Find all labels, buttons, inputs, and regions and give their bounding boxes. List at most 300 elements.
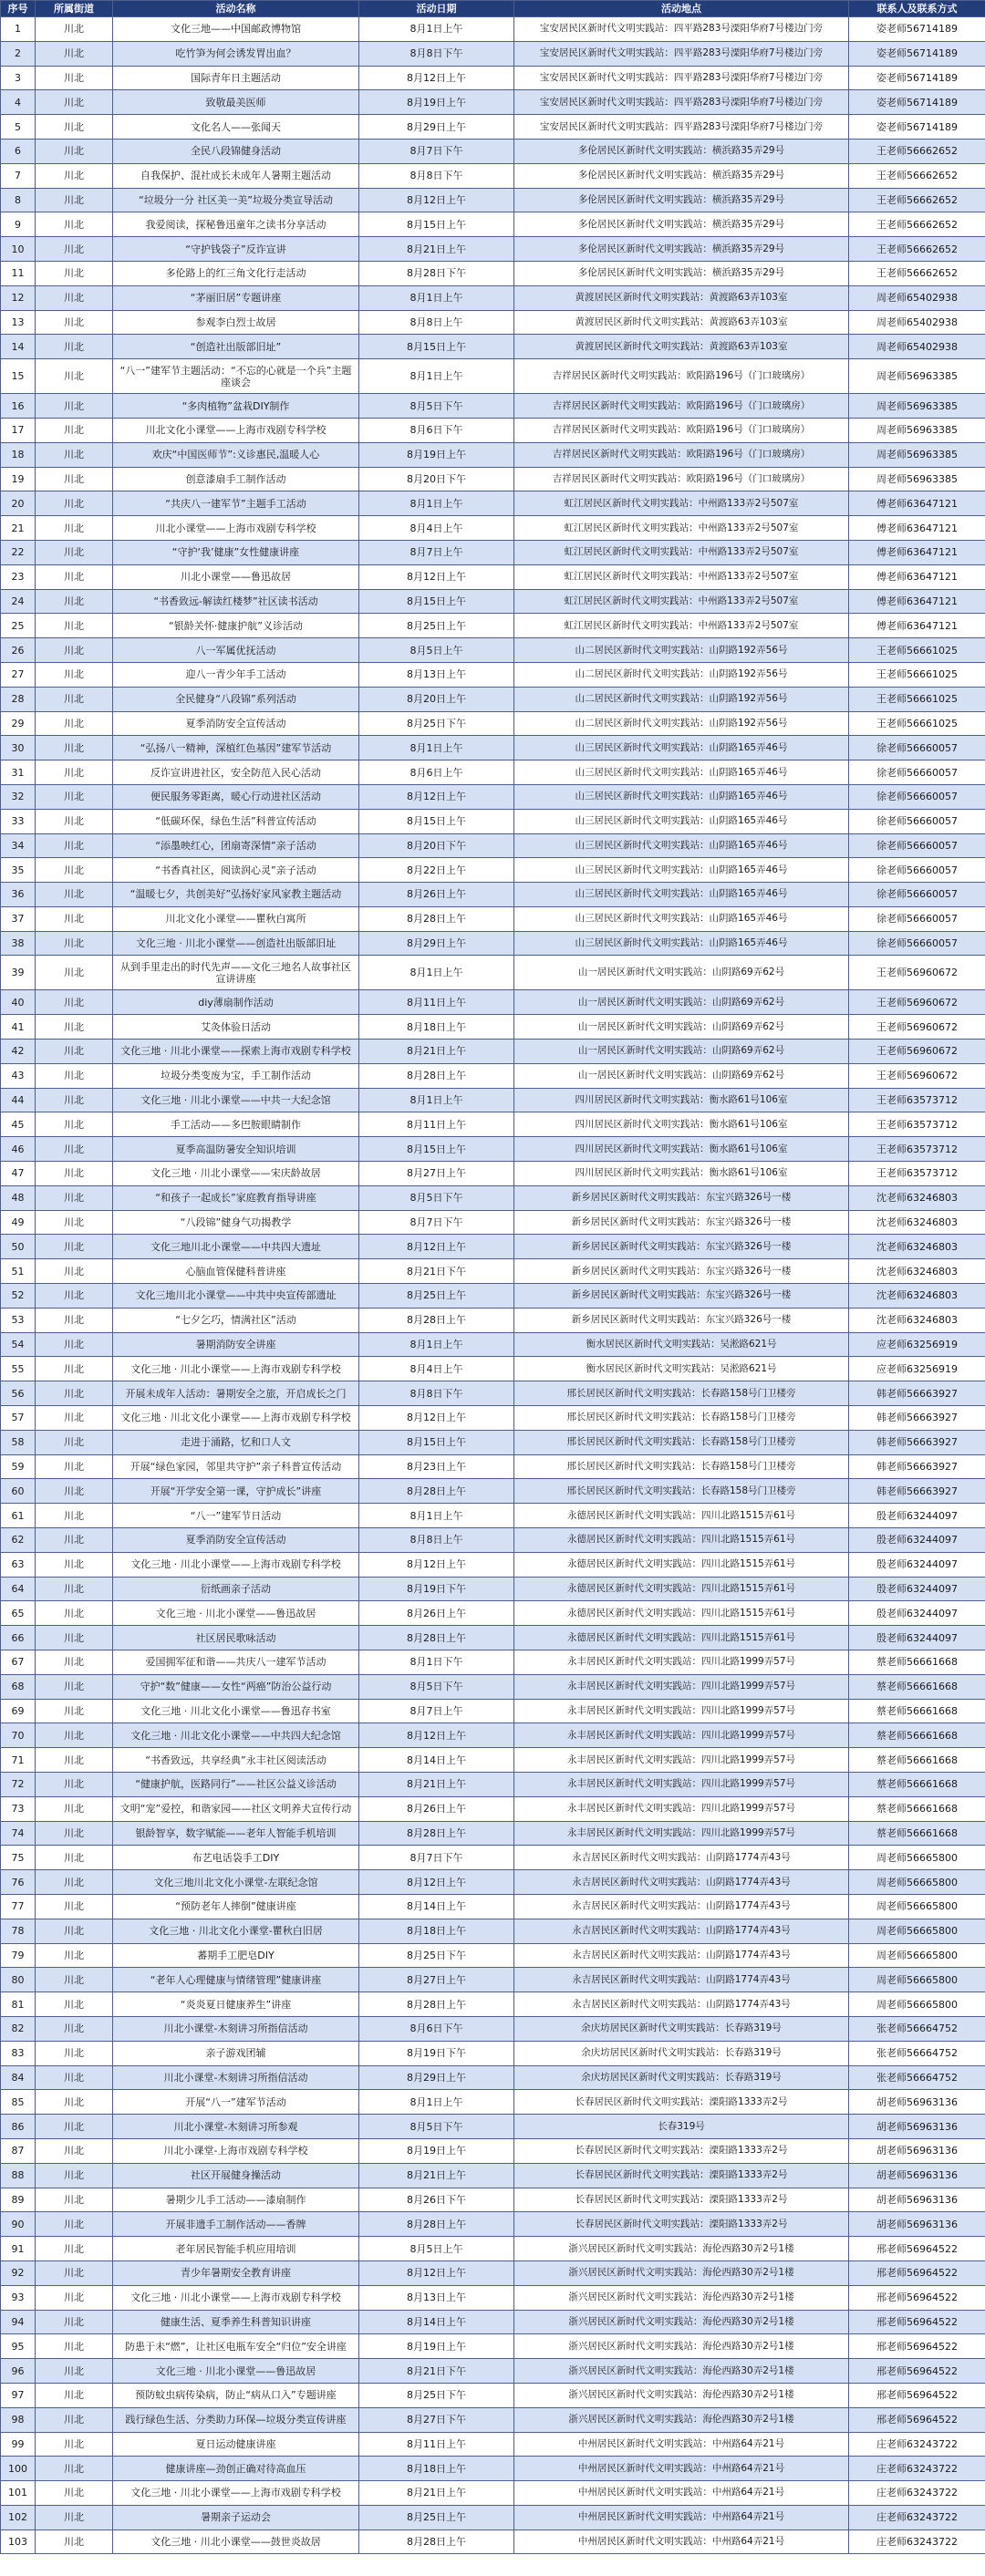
table-row bbox=[1, 1699, 985, 1723]
cell-activity-name: 开展“绿色家园，邻里共守护”亲子科普宣传活动 bbox=[113, 1454, 359, 1479]
cell-activity-name: 夏季消防安全宣传活动 bbox=[113, 1528, 359, 1553]
cell-activity-name: 文化三地 · 川北小课堂——上海市戏剧专科学校 bbox=[113, 1357, 359, 1381]
cell-contact: 王老师56662652 bbox=[849, 163, 985, 188]
cell-serial-number: 89 bbox=[1, 2188, 36, 2212]
cell-contact: 沈老师63246803 bbox=[849, 1235, 985, 1259]
cell-street: 川北 bbox=[36, 687, 113, 711]
cell-activity-location: 长春319号 bbox=[514, 2115, 849, 2139]
cell-activity-name: 文化三地 · 川北小课堂——上海市戏剧专科学校 bbox=[113, 1552, 359, 1577]
cell-contact: 王老师56662652 bbox=[849, 188, 985, 212]
cell-serial-number: 93 bbox=[1, 2285, 36, 2310]
cell-serial-number: 17 bbox=[1, 418, 36, 442]
cell-activity-location: 山三居民区新时代文明实践站：山阴路165弄46号 bbox=[514, 809, 849, 833]
cell-street: 川北 bbox=[36, 1821, 113, 1846]
cell-street: 川北 bbox=[36, 1846, 113, 1870]
cell-serial-number: 8 bbox=[1, 188, 36, 212]
cell-activity-name: 欢庆“中国医师节”:义诊惠民,温暖人心 bbox=[113, 442, 359, 467]
cell-activity-date: 8月15日上午 bbox=[359, 1137, 514, 1162]
cell-activity-location: 余庆坊居民区新时代文明实践站：长春路319号 bbox=[514, 2065, 849, 2090]
cell-activity-date: 8月28日上午 bbox=[359, 1821, 514, 1846]
cell-serial-number: 47 bbox=[1, 1162, 36, 1186]
cell-activity-location: 宝安居民区新时代文明实践站：四平路283号溧阳华府7号楼边门旁 bbox=[514, 66, 849, 90]
cell-contact: 庄老师63243722 bbox=[849, 2432, 985, 2457]
cell-serial-number: 51 bbox=[1, 1259, 36, 1284]
cell-contact: 徐老师56660057 bbox=[849, 809, 985, 833]
cell-contact: 王老师63573712 bbox=[849, 1088, 985, 1112]
cell-activity-date: 8月18日上午 bbox=[359, 1919, 514, 1943]
table-row bbox=[1, 2138, 985, 2163]
cell-street: 川北 bbox=[36, 1088, 113, 1112]
cell-serial-number: 101 bbox=[1, 2481, 36, 2506]
table-row bbox=[1, 41, 985, 66]
cell-serial-number: 67 bbox=[1, 1650, 36, 1675]
cell-contact: 沈老师63246803 bbox=[849, 1308, 985, 1332]
cell-serial-number: 4 bbox=[1, 90, 36, 115]
cell-activity-date: 8月6日下午 bbox=[359, 2016, 514, 2041]
table-row bbox=[1, 1185, 985, 1210]
cell-contact: 韩老师56663927 bbox=[849, 1381, 985, 1406]
cell-activity-date: 8月27日上午 bbox=[359, 1162, 514, 1186]
cell-serial-number: 90 bbox=[1, 2212, 36, 2237]
cell-street: 川北 bbox=[36, 1137, 113, 1162]
cell-activity-location: 永丰居民区新时代文明实践站：四川北路1999弄57号 bbox=[514, 1821, 849, 1846]
cell-activity-date: 8月26日上午 bbox=[359, 1796, 514, 1821]
cell-activity-location: 山二居民区新时代文明实践站：山阴路192弄56号 bbox=[514, 687, 849, 711]
cell-activity-date: 8月20日上午 bbox=[359, 687, 514, 711]
cell-activity-location: 浙兴居民区新时代文明实践站：海伦西路30弄2号1楼 bbox=[514, 2237, 849, 2261]
cell-contact: 周老师56963385 bbox=[849, 359, 985, 394]
cell-activity-date: 8月1日上午 bbox=[359, 1332, 514, 1357]
cell-activity-location: 永丰居民区新时代文明实践站：四川北路1999弄57号 bbox=[514, 1723, 849, 1748]
cell-activity-name: “银龄关怀·健康护航”义诊活动 bbox=[113, 614, 359, 638]
table-row bbox=[1, 760, 985, 785]
cell-activity-date: 8月26日上午 bbox=[359, 1601, 514, 1626]
cell-serial-number: 25 bbox=[1, 614, 36, 638]
table-row bbox=[1, 1992, 985, 2017]
cell-street: 川北 bbox=[36, 1528, 113, 1553]
cell-activity-location: 虹江居民区新时代文明实践站：中州路133弄2号507室 bbox=[514, 564, 849, 589]
cell-street: 川北 bbox=[36, 2285, 113, 2310]
cell-serial-number: 76 bbox=[1, 1870, 36, 1895]
cell-contact: 蔡老师56661668 bbox=[849, 1650, 985, 1675]
cell-activity-location: 宝安居民区新时代文明实践站：四平路283号溧阳华府7号楼边门旁 bbox=[514, 90, 849, 115]
cell-activity-name: 健康讲座—劲创正确对待高血压 bbox=[113, 2457, 359, 2481]
cell-contact: 徐老师56660057 bbox=[849, 784, 985, 809]
cell-contact: 蔡老师56661668 bbox=[849, 1748, 985, 1773]
cell-street: 川北 bbox=[36, 1259, 113, 1284]
cell-activity-location: 多伦居民区新时代文明实践站：横浜路35弄29号 bbox=[514, 237, 849, 262]
cell-activity-location: 吉祥居民区新时代文明实践站：欧阳路196号（门口玻璃房） bbox=[514, 359, 849, 394]
cell-serial-number: 79 bbox=[1, 1943, 36, 1968]
cell-activity-name: 国际青年日主题活动 bbox=[113, 66, 359, 90]
cell-activity-date: 8月15日上午 bbox=[359, 1430, 514, 1454]
cell-street: 川北 bbox=[36, 784, 113, 809]
cell-serial-number: 100 bbox=[1, 2457, 36, 2481]
cell-contact: 邢老师56964522 bbox=[849, 2285, 985, 2310]
cell-activity-date: 8月28日上午 bbox=[359, 2212, 514, 2237]
cell-street: 川北 bbox=[36, 2188, 113, 2212]
cell-activity-name: 蕃期手工肥皂DIY bbox=[113, 1943, 359, 1968]
table-row bbox=[1, 614, 985, 638]
table-row bbox=[1, 394, 985, 419]
cell-contact: 傅老师63647121 bbox=[849, 564, 985, 589]
cell-street: 川北 bbox=[36, 1430, 113, 1454]
cell-street: 川北 bbox=[36, 1748, 113, 1773]
cell-activity-location: 永丰居民区新时代文明实践站：四川北路1999弄57号 bbox=[514, 1796, 849, 1821]
cell-activity-name: “八一”建军节主题活动：“不忘的心就是一个兵”主题座谈会 bbox=[113, 359, 359, 394]
cell-street: 川北 bbox=[36, 1479, 113, 1504]
cell-activity-date: 8月1日上午 bbox=[359, 359, 514, 394]
cell-activity-name: 艾灸体验日活动 bbox=[113, 1015, 359, 1040]
cell-activity-location: 邢长居民区新时代文明实践站：长春路158号门卫楼旁 bbox=[514, 1454, 849, 1479]
cell-street: 川北 bbox=[36, 394, 113, 419]
cell-contact: 殷老师63244097 bbox=[849, 1577, 985, 1601]
cell-activity-date: 8月15日上午 bbox=[359, 212, 514, 237]
cell-activity-date: 8月5日上午 bbox=[359, 2237, 514, 2261]
cell-activity-location: 多伦居民区新时代文明实践站：横浜路35弄29号 bbox=[514, 188, 849, 212]
cell-street: 川北 bbox=[36, 1772, 113, 1796]
cell-activity-location: 永吉居民区新时代文明实践站：山阴路1774弄43号 bbox=[514, 1992, 849, 2017]
cell-activity-date: 8月14日上午 bbox=[359, 1894, 514, 1919]
cell-street: 川北 bbox=[36, 2407, 113, 2432]
cell-activity-name: “守护‘我’健康”女性健康讲座 bbox=[113, 540, 359, 564]
cell-contact: 殷老师63244097 bbox=[849, 1626, 985, 1650]
cell-street: 川北 bbox=[36, 1943, 113, 1968]
cell-activity-date: 8月8日上午 bbox=[359, 310, 514, 335]
cell-activity-date: 8月5日下午 bbox=[359, 1674, 514, 1699]
cell-activity-date: 8月15日上午 bbox=[359, 589, 514, 614]
cell-activity-name: 文化三地 · 川北小课堂——鼓世炎故居 bbox=[113, 2529, 359, 2554]
cell-street: 川北 bbox=[36, 41, 113, 66]
cell-activity-location: 长春居民区新时代文明实践站：溧阳路1333弄2号 bbox=[514, 2188, 849, 2212]
cell-activity-location: 宝安居民区新时代文明实践站：四平路283号溧阳华府7号楼边门旁 bbox=[514, 17, 849, 42]
table-row bbox=[1, 1137, 985, 1162]
cell-street: 川北 bbox=[36, 2115, 113, 2139]
cell-activity-location: 长春居民区新时代文明实践站：溧阳路1333弄2号 bbox=[514, 2163, 849, 2188]
cell-activity-name: “预防老年人摔倒”健康讲座 bbox=[113, 1894, 359, 1919]
cell-contact: 周老师65402938 bbox=[849, 285, 985, 310]
cell-serial-number: 98 bbox=[1, 2407, 36, 2432]
cell-street: 川北 bbox=[36, 1332, 113, 1357]
table-header-row bbox=[1, 1, 985, 17]
table-row bbox=[1, 2041, 985, 2065]
cell-activity-name: 川北小课堂——上海市戏剧专科学校 bbox=[113, 516, 359, 541]
cell-activity-name: 垃圾分类变废为宝，手工制作活动 bbox=[113, 1063, 359, 1088]
cell-contact: 沈老师63246803 bbox=[849, 1185, 985, 1210]
cell-activity-location: 吉祥居民区新时代文明实践站：欧阳路196号（门口玻璃房） bbox=[514, 442, 849, 467]
cell-serial-number: 18 bbox=[1, 442, 36, 467]
table-row bbox=[1, 90, 985, 115]
cell-street: 川北 bbox=[36, 1162, 113, 1186]
table-row bbox=[1, 1088, 985, 1112]
cell-activity-date: 8月12日上午 bbox=[359, 1235, 514, 1259]
cell-activity-date: 8月5日下午 bbox=[359, 1185, 514, 1210]
table-row bbox=[1, 491, 985, 516]
table-row bbox=[1, 1601, 985, 1626]
cell-street: 川北 bbox=[36, 516, 113, 541]
cell-street: 川北 bbox=[36, 1357, 113, 1381]
cell-street: 川北 bbox=[36, 1650, 113, 1675]
cell-activity-name: 文化三地——中国邮政博物馆 bbox=[113, 17, 359, 42]
cell-contact: 韩老师56663927 bbox=[849, 1454, 985, 1479]
cell-activity-date: 8月19日上午 bbox=[359, 442, 514, 467]
cell-activity-location: 新乡居民区新时代文明实践站：东宝兴路326号一楼 bbox=[514, 1210, 849, 1235]
cell-activity-location: 虹江居民区新时代文明实践站：中州路133弄2号507室 bbox=[514, 540, 849, 564]
cell-street: 川北 bbox=[36, 1504, 113, 1528]
cell-serial-number: 63 bbox=[1, 1552, 36, 1577]
cell-activity-location: 永德居民区新时代文明实践站：四川北路1515弄61号 bbox=[514, 1626, 849, 1650]
cell-serial-number: 21 bbox=[1, 516, 36, 541]
cell-activity-location: 黄渡居民区新时代文明实践站：黄渡路63弄103室 bbox=[514, 310, 849, 335]
cell-activity-name: 衍纸画亲子活动 bbox=[113, 1577, 359, 1601]
cell-serial-number: 32 bbox=[1, 784, 36, 809]
table-row bbox=[1, 1846, 985, 1870]
cell-activity-name: 防患于未“燃”，让社区电瓶车安全“归位”安全讲座 bbox=[113, 2334, 359, 2359]
cell-activity-location: 余庆坊居民区新时代文明实践站：长春路319号 bbox=[514, 2041, 849, 2065]
table-row bbox=[1, 1674, 985, 1699]
cell-contact: 徐老师56660057 bbox=[849, 931, 985, 956]
cell-activity-name: 文化三地 · 川北小课堂——中共一大纪念馆 bbox=[113, 1088, 359, 1112]
cell-activity-date: 8月11日上午 bbox=[359, 1112, 514, 1137]
table-row bbox=[1, 2285, 985, 2310]
cell-activity-name: 开展未成年人活动：暑期安全之旅，开启成长之门 bbox=[113, 1381, 359, 1406]
cell-street: 川北 bbox=[36, 1015, 113, 1040]
cell-serial-number: 29 bbox=[1, 711, 36, 736]
cell-contact: 周老师65402938 bbox=[849, 335, 985, 359]
cell-serial-number: 13 bbox=[1, 310, 36, 335]
cell-activity-name: “书香致远-解读红楼梦”社区读书活动 bbox=[113, 589, 359, 614]
cell-activity-name: 文化三地川北小课堂——中共四大遗址 bbox=[113, 1235, 359, 1259]
table-row bbox=[1, 1626, 985, 1650]
cell-activity-name: 吃竹笋为何会诱发胃出血？ bbox=[113, 41, 359, 66]
cell-activity-location: 山二居民区新时代文明实践站：山阴路192弄56号 bbox=[514, 711, 849, 736]
cell-contact: 沈老师63246803 bbox=[849, 1210, 985, 1235]
table-row bbox=[1, 2505, 985, 2529]
cell-serial-number: 69 bbox=[1, 1699, 36, 1723]
cell-contact: 王老师56662652 bbox=[849, 261, 985, 285]
cell-activity-date: 8月8日下午 bbox=[359, 1381, 514, 1406]
cell-street: 川北 bbox=[36, 1968, 113, 1992]
table-row bbox=[1, 2432, 985, 2457]
cell-activity-location: 四川居民区新时代文明实践站：衡水路61号106室 bbox=[514, 1162, 849, 1186]
table-row bbox=[1, 638, 985, 663]
cell-activity-name: 全民健身“八段锦”系列活动 bbox=[113, 687, 359, 711]
cell-street: 川北 bbox=[36, 467, 113, 491]
cell-street: 川北 bbox=[36, 1112, 113, 1137]
cell-street: 川北 bbox=[36, 1235, 113, 1259]
cell-activity-date: 8月23日上午 bbox=[359, 1454, 514, 1479]
cell-street: 川北 bbox=[36, 2383, 113, 2407]
table-row bbox=[1, 188, 985, 212]
cell-serial-number: 26 bbox=[1, 638, 36, 663]
cell-serial-number: 54 bbox=[1, 1332, 36, 1357]
cell-street: 川北 bbox=[36, 2016, 113, 2041]
cell-activity-date: 8月14日上午 bbox=[359, 1748, 514, 1773]
cell-activity-date: 8月28日上午 bbox=[359, 1992, 514, 2017]
cell-street: 川北 bbox=[36, 2138, 113, 2163]
cell-activity-name: 健康生活、夏季养生科普知识讲座 bbox=[113, 2310, 359, 2334]
table-row bbox=[1, 1796, 985, 1821]
table-row bbox=[1, 1040, 985, 1064]
cell-serial-number: 57 bbox=[1, 1406, 36, 1431]
cell-serial-number: 70 bbox=[1, 1723, 36, 1748]
cell-activity-name: 文化三地 · 川北小课堂——上海市戏剧专科学校 bbox=[113, 2481, 359, 2506]
cell-contact: 王老师63573712 bbox=[849, 1162, 985, 1186]
table-row bbox=[1, 1772, 985, 1796]
cell-contact: 胡老师56963136 bbox=[849, 2163, 985, 2188]
cell-activity-date: 8月21日上午 bbox=[359, 1040, 514, 1064]
cell-serial-number: 81 bbox=[1, 1992, 36, 2017]
cell-contact: 傅老师63647121 bbox=[849, 589, 985, 614]
cell-contact: 周老师56665800 bbox=[849, 1992, 985, 2017]
cell-activity-location: 多伦居民区新时代文明实践站：横浜路35弄29号 bbox=[514, 163, 849, 188]
cell-activity-name: 川北小课堂-木刻讲习所指信活动 bbox=[113, 2016, 359, 2041]
cell-contact: 傅老师63647121 bbox=[849, 540, 985, 564]
cell-street: 川北 bbox=[36, 359, 113, 394]
table-row bbox=[1, 1748, 985, 1773]
cell-activity-location: 多伦居民区新时代文明实践站：横浜路35弄29号 bbox=[514, 261, 849, 285]
cell-serial-number: 20 bbox=[1, 491, 36, 516]
table-row bbox=[1, 1943, 985, 1968]
cell-street: 川北 bbox=[36, 760, 113, 785]
cell-activity-date: 8月29日上午 bbox=[359, 115, 514, 140]
cell-serial-number: 41 bbox=[1, 1015, 36, 1040]
table-row bbox=[1, 2115, 985, 2139]
cell-serial-number: 62 bbox=[1, 1528, 36, 1553]
cell-contact: 王老师56661025 bbox=[849, 711, 985, 736]
cell-contact: 蔡老师56661668 bbox=[849, 1723, 985, 1748]
cell-activity-date: 8月19日下午 bbox=[359, 1577, 514, 1601]
cell-street: 川北 bbox=[36, 1454, 113, 1479]
cell-activity-date: 8月20日下午 bbox=[359, 467, 514, 491]
cell-contact: 周老师65402938 bbox=[849, 310, 985, 335]
cell-activity-date: 8月27日下午 bbox=[359, 2407, 514, 2432]
cell-serial-number: 64 bbox=[1, 1577, 36, 1601]
cell-activity-location: 浙兴居民区新时代文明实践站：海伦西路30弄2号1楼 bbox=[514, 2334, 849, 2359]
cell-contact: 王老师56661025 bbox=[849, 638, 985, 663]
header-activity-name: 活动名称 bbox=[113, 1, 359, 17]
cell-activity-name: 川北小课堂-上海市戏剧专科学校 bbox=[113, 2138, 359, 2163]
cell-activity-date: 8月25日上午 bbox=[359, 614, 514, 638]
cell-serial-number: 56 bbox=[1, 1381, 36, 1406]
cell-activity-name: 我爱阅读，探秘鲁迅童年之读书分享活动 bbox=[113, 212, 359, 237]
cell-contact: 周老师56665800 bbox=[849, 1870, 985, 1895]
cell-activity-location: 永丰居民区新时代文明实践站：四川北路1999弄57号 bbox=[514, 1699, 849, 1723]
cell-contact: 张老师56664752 bbox=[849, 2065, 985, 2090]
cell-serial-number: 94 bbox=[1, 2310, 36, 2334]
cell-street: 川北 bbox=[36, 2359, 113, 2384]
cell-activity-date: 8月29日上午 bbox=[359, 931, 514, 956]
cell-activity-name: diy薄扇制作活动 bbox=[113, 990, 359, 1015]
cell-street: 川北 bbox=[36, 564, 113, 589]
cell-activity-date: 8月1日上午 bbox=[359, 1088, 514, 1112]
cell-serial-number: 35 bbox=[1, 858, 36, 883]
cell-contact: 邢老师56964522 bbox=[849, 2407, 985, 2432]
cell-activity-location: 新乡居民区新时代文明实践站：东宝兴路326号一楼 bbox=[514, 1259, 849, 1284]
cell-street: 川北 bbox=[36, 442, 113, 467]
cell-street: 川北 bbox=[36, 2260, 113, 2285]
cell-activity-date: 8月26日下午 bbox=[359, 2188, 514, 2212]
cell-activity-name: 走进于涌路，忆和口人文 bbox=[113, 1430, 359, 1454]
table-row bbox=[1, 1919, 985, 1943]
cell-contact: 徐老师56660057 bbox=[849, 883, 985, 907]
cell-activity-name: 开展“八一”建军节活动 bbox=[113, 2090, 359, 2115]
cell-serial-number: 11 bbox=[1, 261, 36, 285]
cell-activity-name: 全民八段锦健身活动 bbox=[113, 139, 359, 163]
cell-activity-date: 8月28日上午 bbox=[359, 1479, 514, 1504]
cell-contact: 殷老师63244097 bbox=[849, 1552, 985, 1577]
cell-activity-date: 8月21日上午 bbox=[359, 2163, 514, 2188]
cell-serial-number: 7 bbox=[1, 163, 36, 188]
table-row bbox=[1, 736, 985, 760]
cell-activity-name: 创意漆扇手工制作活动 bbox=[113, 467, 359, 491]
cell-activity-name: 践行绿色生活、分类助力环保—垃圾分类宣传讲座 bbox=[113, 2407, 359, 2432]
cell-activity-name: 心脑血管保健科普讲座 bbox=[113, 1259, 359, 1284]
cell-street: 川北 bbox=[36, 614, 113, 638]
cell-activity-location: 永丰居民区新时代文明实践站：四川北路1999弄57号 bbox=[514, 1674, 849, 1699]
cell-serial-number: 58 bbox=[1, 1430, 36, 1454]
cell-street: 川北 bbox=[36, 1577, 113, 1601]
cell-serial-number: 72 bbox=[1, 1772, 36, 1796]
table-row bbox=[1, 2457, 985, 2481]
cell-activity-location: 宝安居民区新时代文明实践站：四平路283号溧阳华府7号楼边门旁 bbox=[514, 41, 849, 66]
cell-street: 川北 bbox=[36, 212, 113, 237]
cell-activity-date: 8月25日下午 bbox=[359, 2383, 514, 2407]
cell-street: 川北 bbox=[36, 1674, 113, 1699]
cell-activity-name: “书香真社区，阅读润心灵”亲子活动 bbox=[113, 858, 359, 883]
cell-street: 川北 bbox=[36, 310, 113, 335]
cell-serial-number: 44 bbox=[1, 1088, 36, 1112]
cell-serial-number: 37 bbox=[1, 906, 36, 931]
cell-contact: 王老师63573712 bbox=[849, 1137, 985, 1162]
cell-activity-location: 永吉居民区新时代文明实践站：山阴路1774弄43号 bbox=[514, 1943, 849, 1968]
cell-activity-location: 四川居民区新时代文明实践站：衡水路61号106室 bbox=[514, 1112, 849, 1137]
table-row bbox=[1, 2529, 985, 2554]
cell-activity-name: 川北小课堂——鲁迅故居 bbox=[113, 564, 359, 589]
cell-contact: 王老师56662652 bbox=[849, 139, 985, 163]
cell-contact: 邢老师56964522 bbox=[849, 2237, 985, 2261]
cell-contact: 邢老师56964522 bbox=[849, 2383, 985, 2407]
header-serial-number: 序号 bbox=[1, 1, 36, 17]
cell-serial-number: 74 bbox=[1, 1821, 36, 1846]
cell-street: 川北 bbox=[36, 2212, 113, 2237]
cell-activity-date: 8月21日上午 bbox=[359, 1772, 514, 1796]
table-row bbox=[1, 833, 985, 858]
cell-activity-name: 暑期消防安全讲座 bbox=[113, 1332, 359, 1357]
cell-activity-name: 便民服务零距离，暖心行动进社区活动 bbox=[113, 784, 359, 809]
cell-activity-location: 吉祥居民区新时代文明实践站：欧阳路196号（门口玻璃房） bbox=[514, 418, 849, 442]
cell-contact: 姿老师56714189 bbox=[849, 17, 985, 42]
cell-activity-name: 参观李白烈士故居 bbox=[113, 310, 359, 335]
header-contact: 联系人及联系方式 bbox=[849, 1, 985, 17]
table-row bbox=[1, 1332, 985, 1357]
cell-activity-name: 夏季高温防暑安全知识培训 bbox=[113, 1137, 359, 1162]
table-row bbox=[1, 418, 985, 442]
cell-activity-location: 邢长居民区新时代文明实践站：长春路158号门卫楼旁 bbox=[514, 1381, 849, 1406]
cell-activity-location: 虹江居民区新时代文明实践站：中州路133弄2号507室 bbox=[514, 589, 849, 614]
cell-activity-location: 山三居民区新时代文明实践站：山阴路165弄46号 bbox=[514, 858, 849, 883]
cell-activity-name: 致敬最美医师 bbox=[113, 90, 359, 115]
cell-street: 川北 bbox=[36, 188, 113, 212]
cell-street: 川北 bbox=[36, 90, 113, 115]
cell-activity-name: 从到手里走出的时代先声——文化三地名人故事社区宣讲讲座 bbox=[113, 956, 359, 990]
cell-street: 川北 bbox=[36, 2529, 113, 2554]
cell-activity-name: 暑期少儿手工活动——漆扇制作 bbox=[113, 2188, 359, 2212]
cell-activity-date: 8月11日上午 bbox=[359, 2432, 514, 2457]
table-row bbox=[1, 906, 985, 931]
cell-contact: 韩老师56663927 bbox=[849, 1406, 985, 1431]
cell-activity-name: 文化三地 · 川北小课堂——鲁迅故居 bbox=[113, 2359, 359, 2384]
